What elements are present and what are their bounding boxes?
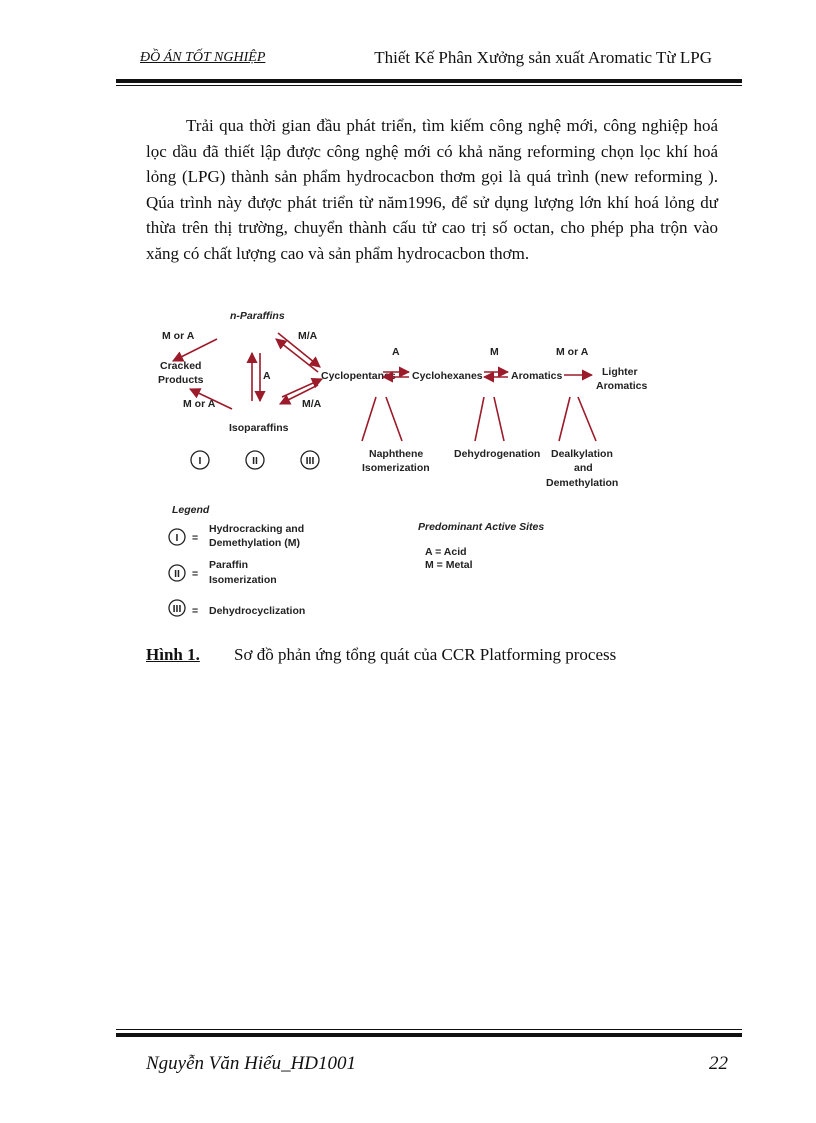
label-cyclohexanes: Cyclohexanes (412, 370, 483, 382)
label-cracked: Cracked (160, 360, 202, 372)
arrow-iso-to-cyclo (282, 379, 322, 397)
arrow-np-to-cracked (173, 339, 217, 361)
caption-text: Sơ đồ phản ứng tổng quát của CCR Platforming process (234, 645, 617, 664)
bracket-dehydrogenation (475, 397, 504, 441)
legend2-line2: Isomerization (209, 574, 277, 586)
footer-author: Nguyễn Văn Hiếu_HD1001 (146, 1053, 357, 1074)
legend-circle-ii-label: II (174, 568, 180, 580)
label-naphthene: Naphthene (369, 448, 424, 460)
legend2-line1: Paraffin (209, 559, 249, 571)
footer-rule-thin (116, 1029, 742, 1030)
reaction-scheme-svg (150, 305, 660, 625)
site-metal: M = Metal (425, 559, 473, 571)
label-aromatics: Aromatics (511, 370, 563, 382)
label-isomerization: Isomerization (362, 462, 430, 474)
circle-ii-label: II (252, 455, 258, 467)
label-and: and (574, 462, 593, 474)
legend-equals-3: = (192, 605, 199, 617)
label-site-m: M (490, 346, 499, 358)
legend1-line2: Demethylation (M) (209, 537, 301, 549)
label-a-vertical: A (263, 370, 271, 382)
label-m-a-bottom: M/A (302, 398, 322, 410)
label-cyclopentanes: Cyclopentanes (321, 370, 396, 382)
label-m-a-top: M/A (298, 330, 318, 342)
reaction-scheme-figure (150, 305, 660, 625)
label-m-or-a-top: M or A (162, 330, 195, 342)
arrow-cyclo-to-np (276, 339, 318, 372)
page-header (140, 48, 740, 72)
site-acid: A = Acid (425, 546, 467, 558)
label-dehydrogenation: Dehydrogenation (454, 448, 541, 460)
footer-rule-thick (116, 1033, 742, 1037)
header-rule-thin (116, 85, 742, 86)
label-site-a: A (392, 346, 400, 358)
label-n-paraffins: n-Paraffins (230, 310, 285, 322)
label-lighter-aromatics: Aromatics (596, 380, 648, 392)
label-m-or-a-bottom: M or A (183, 398, 216, 410)
header-right-title: Thiết Kế Phân Xưởng sản xuất Aromatic Từ LPG (374, 48, 712, 67)
legend3: Dehydrocyclization (209, 605, 306, 617)
legend-equals-1: = (192, 532, 199, 544)
legend-circle-iii-label: III (172, 603, 182, 615)
bracket-dealkylation (559, 397, 596, 441)
caption-label: Hình 1. (146, 645, 200, 664)
label-demethylation: Demethylation (546, 477, 619, 489)
legend-equals-2: = (192, 568, 199, 580)
label-isoparaffins: Isoparaffins (229, 422, 289, 434)
sites-title: Predominant Active Sites (418, 521, 545, 533)
legend-title: Legend (172, 504, 210, 516)
legend1-line1: Hydrocracking and (209, 523, 305, 535)
label-lighter: Lighter (602, 366, 638, 378)
label-site-m-or-a: M or A (556, 346, 589, 358)
label-products: Products (158, 374, 204, 386)
circle-iii-label: III (305, 455, 315, 467)
circle-i-label: I (198, 455, 202, 467)
legend-circle-i-label: I (175, 532, 179, 544)
body-paragraph: Trải qua thời gian đầu phát triển, tìm kiếm công nghệ mới, công nghiệp hoá lọc dầu đã thiết lập được công nghệ mới có khả năng reforming chọn lọc khí hoá lỏng (LPG) thành sản phẩm hydrocacbon thơm gọi là quá trình (new reforming ). Qúa trình này được phát triển từ năm1996, để sử dụng lượng lớn khí hoá lỏng dư thừa trên thị trường, chuyển thành cấu tử cao trị số octan, cho phép pha trộn vào xăng có chất lượng cao và sản phẩm hydrocacbon thơm. (146, 116, 718, 263)
header-left-title: ĐỒ ÁN TỐT NGHIỆP (140, 50, 266, 65)
bracket-naphthene (362, 397, 402, 441)
header-rule-thick (116, 79, 742, 83)
label-dealkylation: Dealkylation (551, 448, 613, 460)
page-number: 22 (709, 1053, 728, 1074)
figure-caption (146, 645, 617, 665)
